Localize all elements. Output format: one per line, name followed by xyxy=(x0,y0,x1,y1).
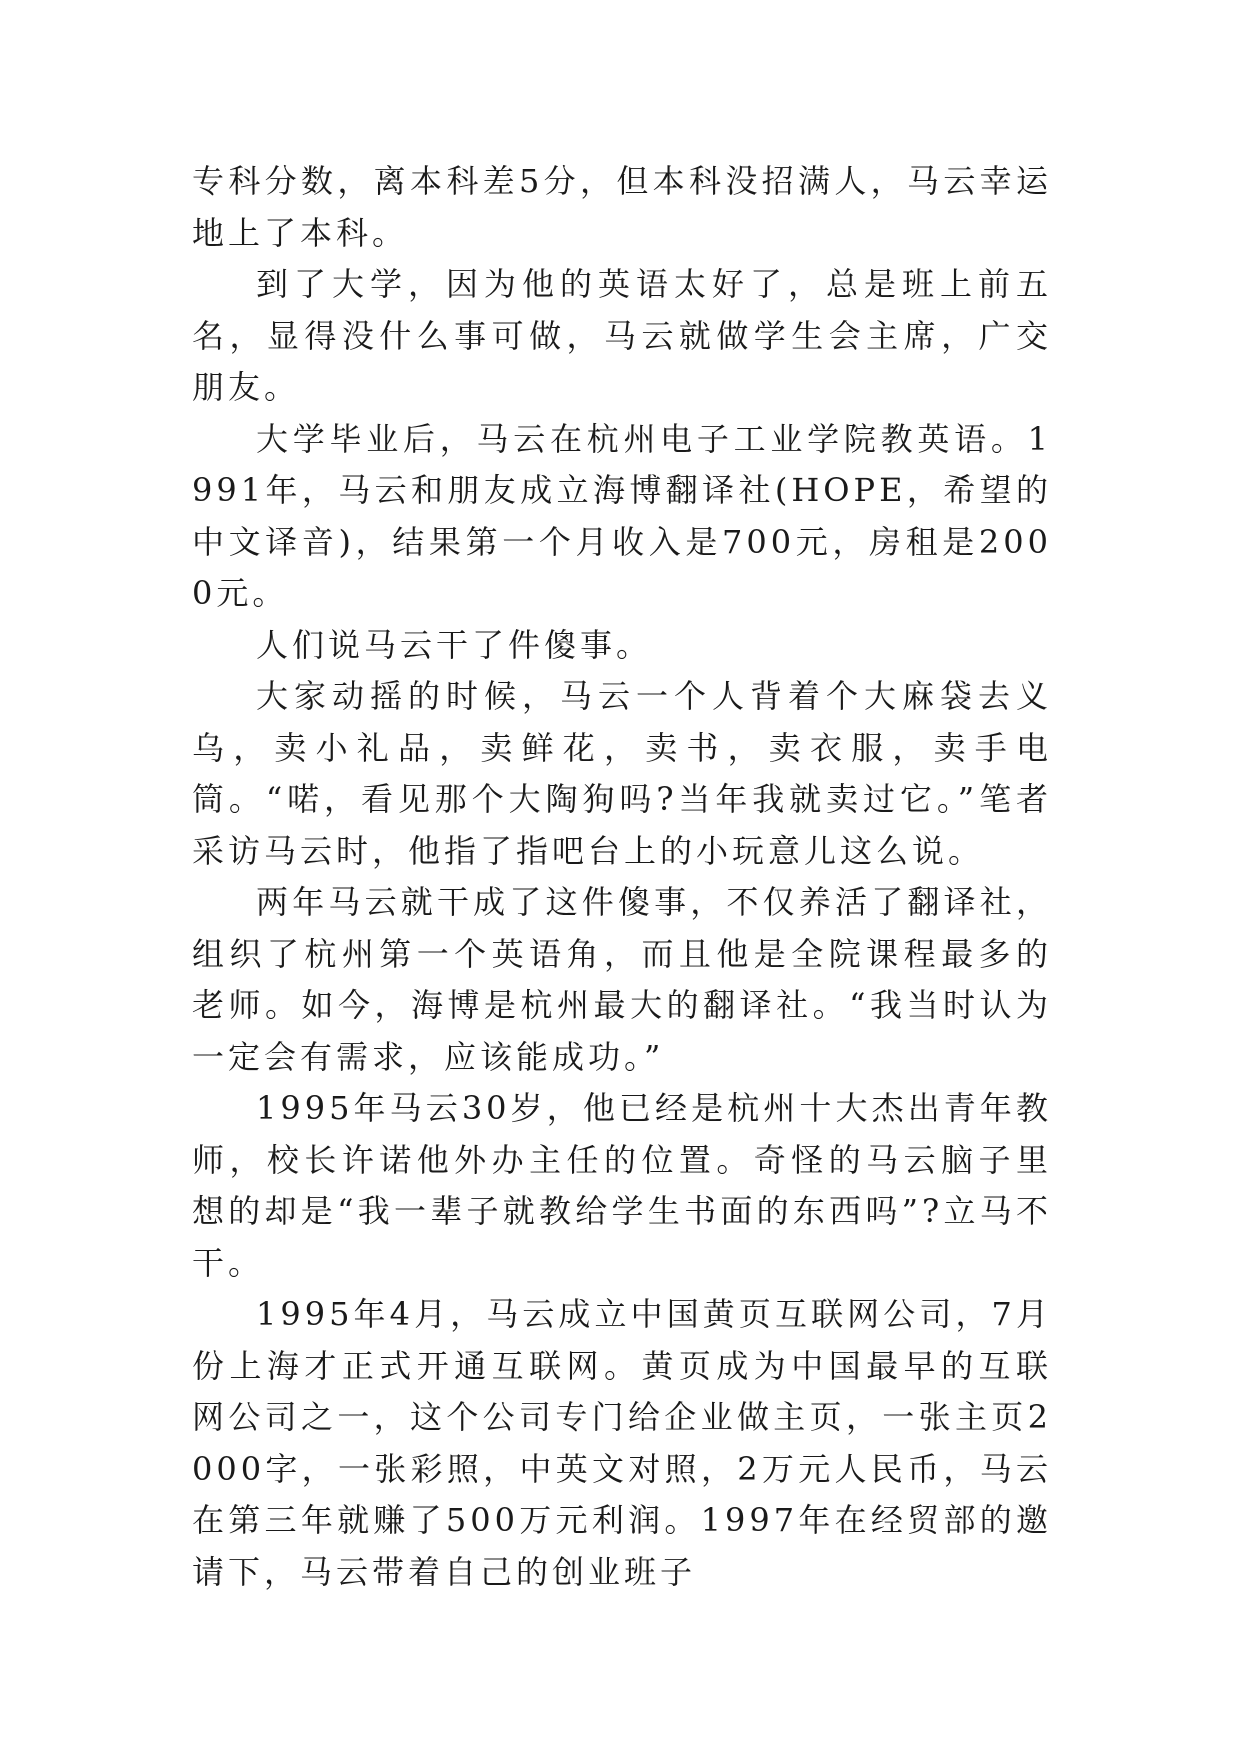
paragraph: 大学毕业后，马云在杭州电子工业学院教英语。1991年，马云和朋友成立海博翻译社(HOPE，希望的中文译音)，结果第一个月收入是700元，房租是2000元。 xyxy=(192,419,1052,612)
paragraph: 人们说马云干了件傻事。 xyxy=(256,625,653,664)
document-body xyxy=(192,156,1052,1598)
paragraph-continuation: 专科分数，离本科差5分，但本科没招满人，马云幸运地上了本科。 xyxy=(192,162,1052,252)
paragraph: 两年马云就干成了这件傻事，不仅养活了翻译社，组织了杭州第一个英语角，而且他是全院课程最多的老师。如今，海博是杭州最大的翻译社。“我当时认为一定会有需求，应该能成功。” xyxy=(192,883,1052,1076)
paragraph: 到了大学，因为他的英语太好了，总是班上前五名，显得没什么事可做，马云就做学生会主席，广交朋友。 xyxy=(192,265,1052,406)
paragraph: 大家动摇的时候，马云一个人背着个大麻袋去义乌，卖小礼品，卖鲜花，卖书，卖衣服，卖手电筒。“喏，看见那个大陶狗吗?当年我就卖过它。”笔者采访马云时，他指了指吧台上的小玩意儿这么说。 xyxy=(192,677,1052,870)
paragraph: 1995年4月，马云成立中国黄页互联网公司，7月份上海才正式开通互联网。黄页成为中国最早的互联网公司之一，这个公司专门给企业做主页，一张主页2000字，一张彩照，中英文对照，2万元人民币，马云在第三年就赚了500万元利润。1997年在经贸部的邀请下，马云带着自己的创业班子 xyxy=(192,1295,1052,1591)
paragraph: 1995年马云30岁，他已经是杭州十大杰出青年教师，校长许诺他外办主任的位置。奇怪的马云脑子里想的却是“我一辈子就教给学生书面的东西吗”?立马不干。 xyxy=(192,1089,1052,1282)
